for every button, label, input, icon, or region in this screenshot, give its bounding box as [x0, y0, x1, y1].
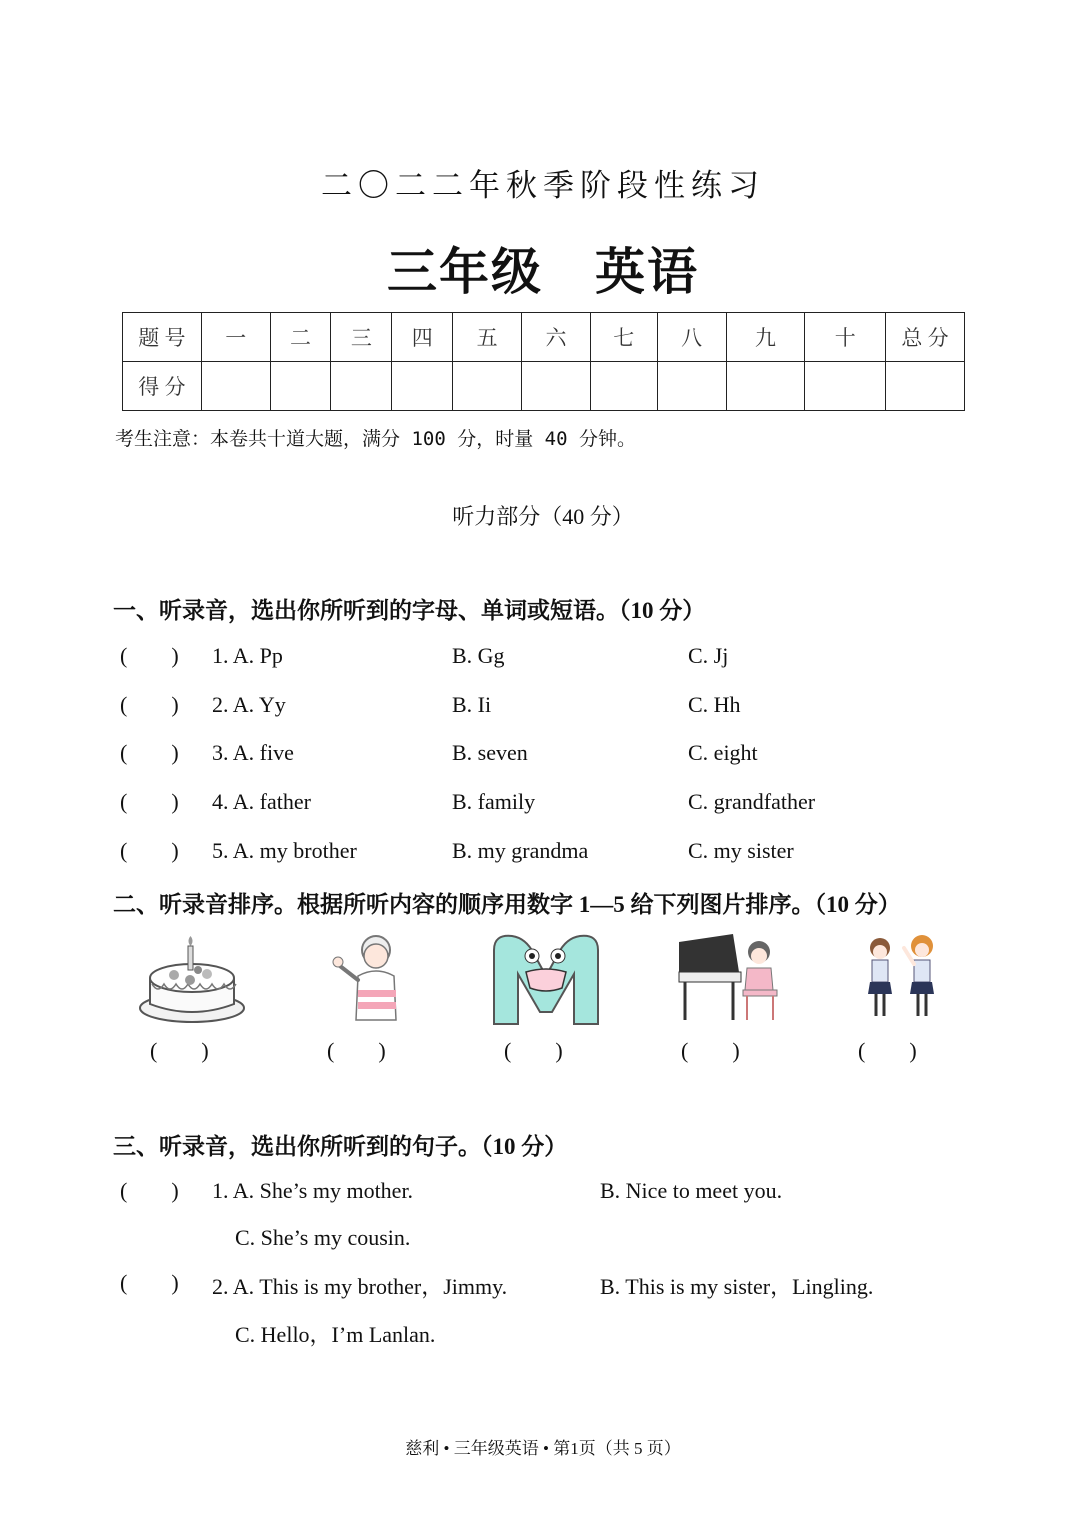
table-cell: 题 号 — [123, 313, 202, 362]
score-input-cell[interactable] — [201, 362, 270, 411]
score-input-cell[interactable] — [886, 362, 965, 411]
score-table — [122, 312, 965, 411]
question-1-heading: 一、听录音，选出你所听到的字母、单词或短语。（10 分） — [113, 598, 706, 623]
table-cell: 八 — [657, 313, 726, 362]
score-input-cell[interactable] — [270, 362, 331, 411]
option-c: C. Jj — [688, 643, 729, 668]
option-b: B. This is my sister，Lingling. — [600, 1274, 874, 1299]
option-c: C. Hh — [688, 692, 741, 717]
option-a: 4. A. father — [212, 789, 311, 814]
answer-blank[interactable]: ( ) — [120, 1178, 179, 1203]
exam-title: 三年级 英语 — [387, 244, 699, 300]
exam-notice: 考生注意：本卷共十道大题，满分 100 分，时量 40 分钟。 — [115, 428, 636, 450]
score-input-cell[interactable] — [392, 362, 453, 411]
question-3-heading: 三、听录音，选出你所听到的句子。（10 分） — [113, 1134, 568, 1159]
option-a: 1. A. Pp — [212, 643, 283, 668]
option-a: 2. A. Yy — [212, 692, 286, 717]
answer-blank[interactable]: ( ) — [120, 643, 179, 668]
score-input-cell[interactable] — [331, 362, 392, 411]
score-input-cell[interactable] — [657, 362, 726, 411]
table-cell: 一 — [201, 313, 270, 362]
option-c: C. grandfather — [688, 789, 816, 814]
grandma-picture — [318, 928, 438, 1028]
table-cell: 得 分 — [123, 362, 202, 411]
score-input-cell[interactable] — [522, 362, 591, 411]
score-input-cell[interactable] — [805, 362, 886, 411]
answer-blank[interactable]: ( ) — [120, 789, 179, 814]
picture-order-blank[interactable]: ( ) — [150, 1038, 209, 1063]
page-footer: 慈利 • 三年级英语 • 第1页（共 5 页） — [405, 1439, 681, 1458]
listening-section-heading: 听力部分（40 分） — [452, 504, 634, 529]
option-a: 2. A. This is my brother，Jimmy. — [212, 1274, 508, 1299]
table-cell: 四 — [392, 313, 453, 362]
option-a: 3. A. five — [212, 740, 294, 765]
table-cell: 七 — [590, 313, 657, 362]
answer-blank[interactable]: ( ) — [120, 740, 179, 765]
answer-blank[interactable]: ( ) — [120, 1270, 179, 1295]
option-c: C. eight — [688, 740, 758, 765]
option-b: B. my grandma — [452, 838, 589, 863]
option-b: B. family — [452, 789, 536, 814]
score-input-cell[interactable] — [590, 362, 657, 411]
option-b: B. Nice to meet you. — [600, 1178, 783, 1203]
picture-order-blank[interactable]: ( ) — [504, 1038, 563, 1063]
picture-order-blank[interactable]: ( ) — [327, 1038, 386, 1063]
letter-m-picture — [486, 928, 606, 1028]
answer-blank[interactable]: ( ) — [120, 692, 179, 717]
table-cell: 六 — [522, 313, 591, 362]
option-c: C. She’s my cousin. — [235, 1225, 411, 1250]
option-a: 1. A. She’s my mother. — [212, 1178, 414, 1203]
option-b: B. Ii — [452, 692, 492, 717]
option-c: C. Hello，I’m Lanlan. — [235, 1322, 436, 1347]
table-cell: 十 — [805, 313, 886, 362]
picture-order-blank[interactable]: ( ) — [681, 1038, 740, 1063]
score-input-cell[interactable] — [726, 362, 805, 411]
option-b: B. Gg — [452, 643, 505, 668]
score-input-cell[interactable] — [453, 362, 522, 411]
score-table-score-row — [123, 362, 965, 411]
table-cell: 五 — [453, 313, 522, 362]
piano-picture — [673, 928, 793, 1028]
birthday-cake-picture — [132, 928, 252, 1028]
option-a: 5. A. my brother — [212, 838, 357, 863]
table-cell: 二 — [270, 313, 331, 362]
option-c: C. my sister — [688, 838, 794, 863]
table-cell: 总 分 — [886, 313, 965, 362]
option-b: B. seven — [452, 740, 528, 765]
two-girls-picture — [846, 928, 966, 1028]
score-table-header-row — [123, 313, 965, 362]
table-cell: 三 — [331, 313, 392, 362]
question-2-heading: 二、听录音排序。根据所听内容的顺序用数字 1—5 给下列图片排序。（10 分） — [113, 892, 901, 917]
table-cell: 九 — [726, 313, 805, 362]
exam-subtitle: 二〇二二年秋季阶段性练习 — [321, 168, 765, 203]
picture-order-blank[interactable]: ( ) — [858, 1038, 917, 1063]
answer-blank[interactable]: ( ) — [120, 838, 179, 863]
